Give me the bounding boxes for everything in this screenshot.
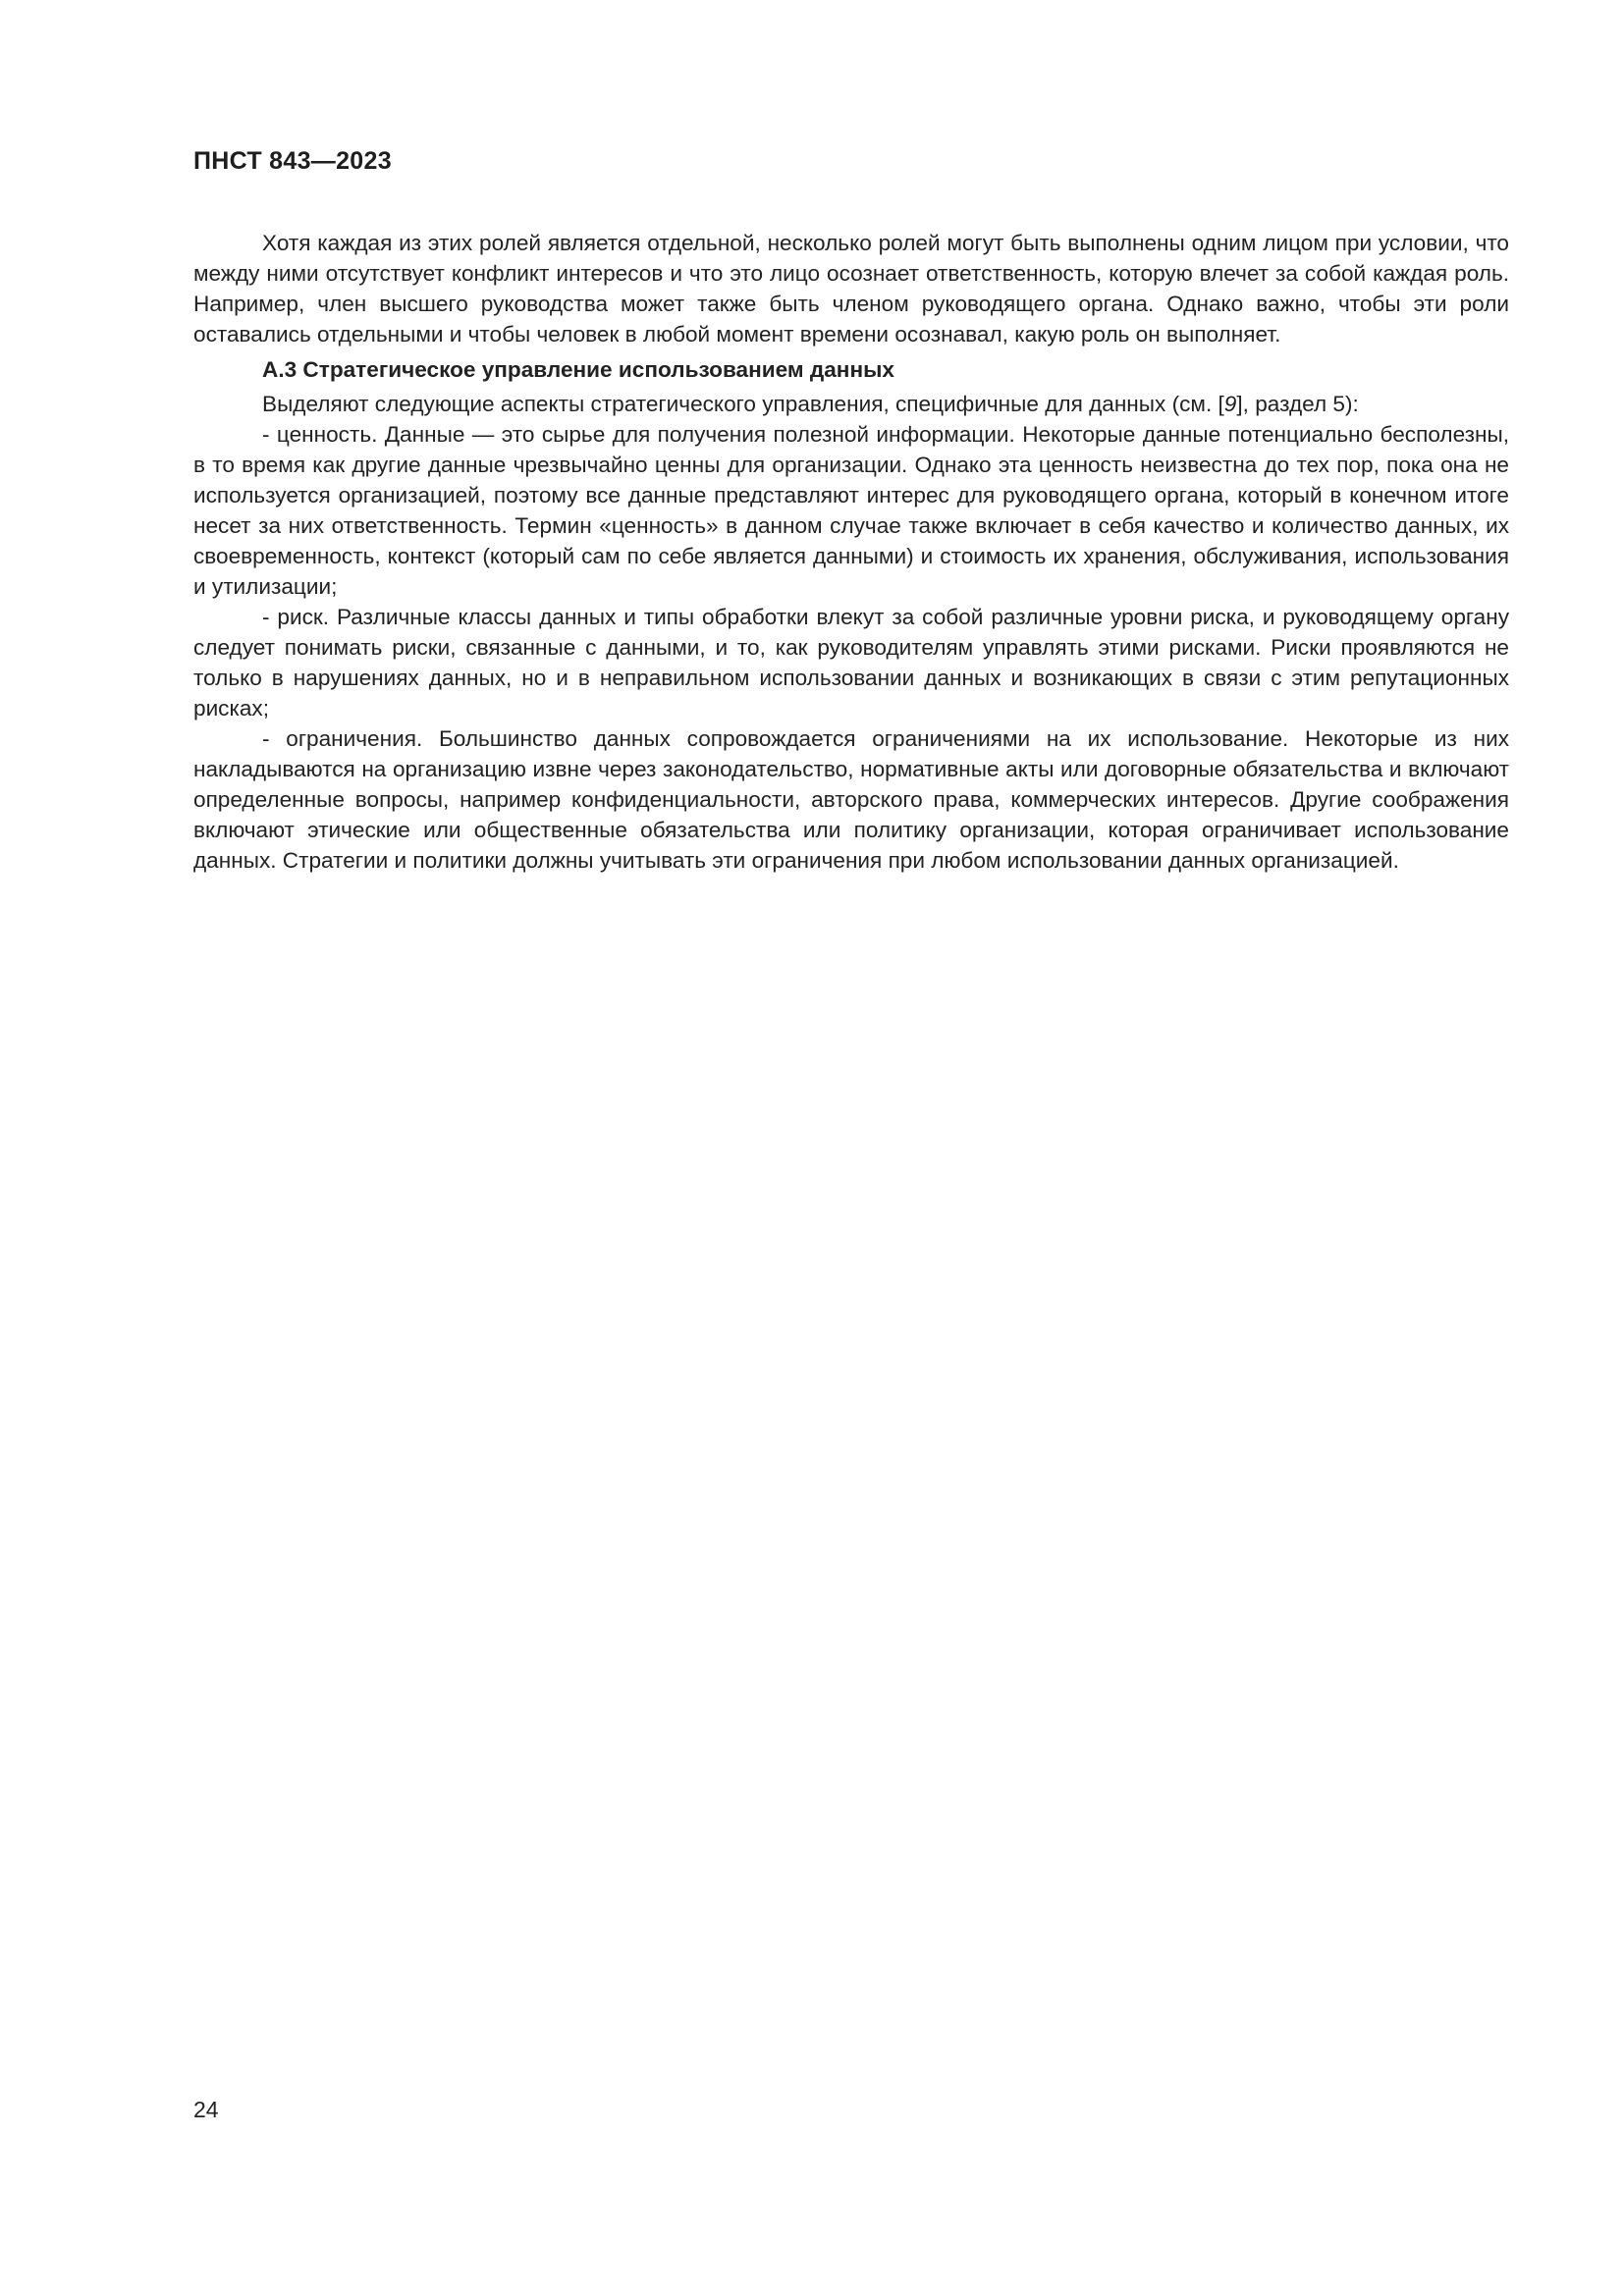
bibliography-reference: 9 [1223,392,1237,416]
page-number: 24 [193,2097,219,2122]
document-body [193,228,1509,876]
document-code-header: ПНСТ 843—2023 [193,147,392,175]
list-item-value: - ценность. Данные — это сырье для получения полезной информации. Некоторые данные потенциально бесполезны, в то время как другие данные чрезвычайно ценны для организации. Однако эта ценность неизвестна до тех пор, пока она не используется организацией, поэтому все данные представляют интерес для руководящего органа, который в конечном итоге несет за них ответственность. Термин «ценность» в данном случае также включает в себя качество и количество данных, их своевременность, контекст (который сам по себе является данными) и стоимость их хранения, обслуживания, использования и утилизации; [193,422,1509,599]
list-item-risk: - риск. Различные классы данных и типы обработки влекут за собой различные уровни риска, и руководящему органу следует понимать риски, связанные с данными, и то, как руководителям управлять этими рисками. Риски проявляются не только в нарушениях данных, но и в неправильном использовании данных и возникающих в связи с этим репутационных рисках; [193,605,1509,721]
lead-text-before-reference: Выделяют следующие аспекты стратегического управления, специфичные для данных (см. [ [262,392,1224,416]
section-lead-paragraph [193,389,1509,419]
section-heading: А.3 Стратегическое управление использованием данных [262,357,894,382]
intro-paragraph: Хотя каждая из этих ролей является отдельной, несколько ролей могут быть выполнены одним лицом при условии, что между ними отсутствует конфликт интересов и что это лицо осознает ответственность, которую влечет за собой каждая роль. Например, член высшего руководства может также быть членом руководящего органа. Однако важно, чтобы эти роли оставались отдельными и чтобы человек в любой момент времени осознавал, какую роль он выполняет. [193,231,1509,347]
lead-text-after-reference: ], раздел 5): [1236,392,1359,416]
list-item-constraints: - ограничения. Большинство данных сопровождается ограничениями на их использование. Некоторые из них накладываются на организацию извне через законодательство, нормативные акты или договорные обязательства и включают определенные вопросы, например конфиденциальности, авторского права, коммерческих интересов. Другие соображения включают этические или общественные обязательства или политику организации, которая ограничивает использование данных. Стратегии и политики должны учитывать эти ограничения при любом использовании данных организацией. [193,726,1509,873]
